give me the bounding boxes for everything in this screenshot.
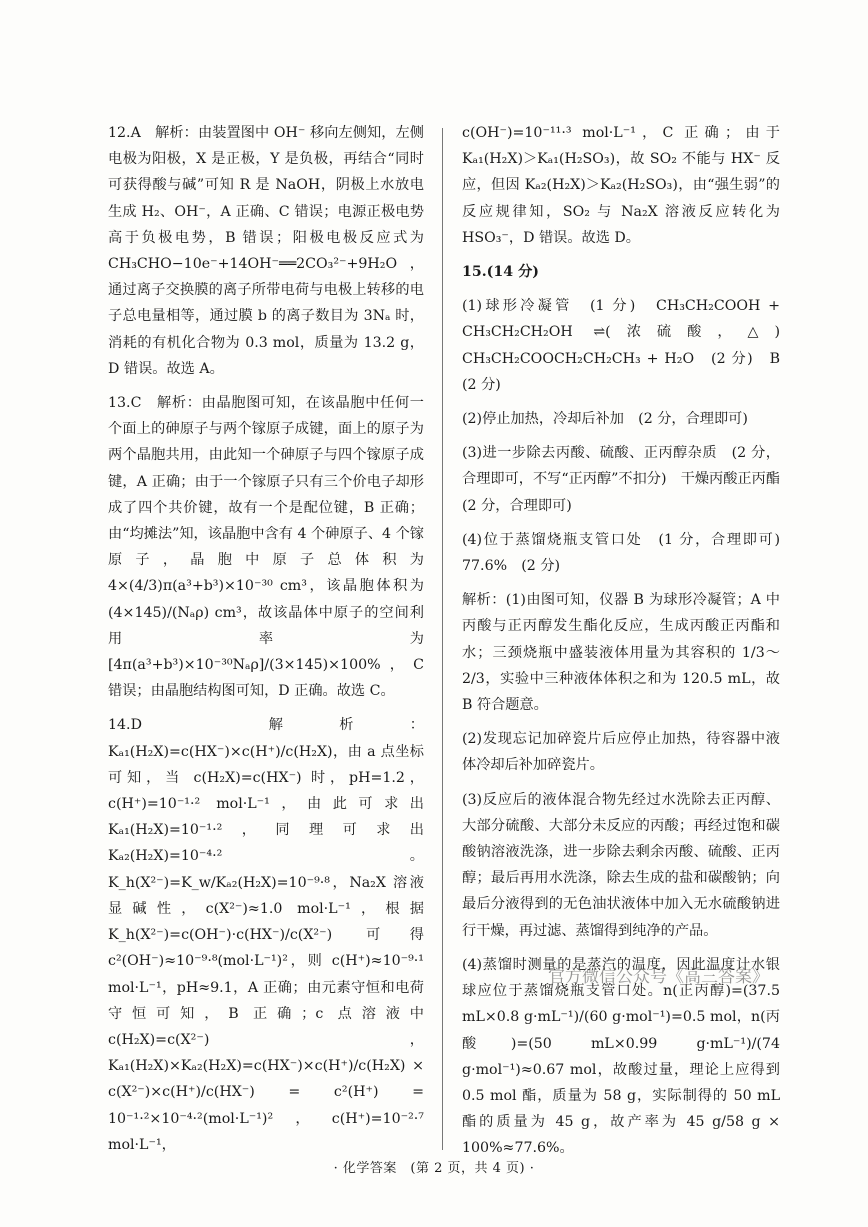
answer-13: 13.C 解析：由晶胞图可知，在该晶胞中任何一个面上的砷原子与两个镓原子成键，面上的原子为两个晶胞共用，由此知一个砷原子与四个镓原子成键，A 正确；由于一个镓原子只有三个价电子却形成了四个共价键，故有一个是配位键，B 正确；由“均摊法”知，该晶胞中含有 4 个砷原子、4 个镓原子，晶胞中原子总体积为 4×(4/3)π(a³+b³)×10⁻³⁰ cm³，该晶胞体积为 (4×145)/(Nₐρ) cm³，故该晶体中原子的空间利用率为 [4π(a³+b³)×10⁻³⁰Nₐρ]/(3×145)×100%，C 错误；由晶胞结构图可知，D 正确。故选 C。: [108, 395, 424, 700]
answer-15-part-1: (1)球形冷凝管 (1 分) CH₃CH₂COOH + CH₃CH₂CH₂OH ⇌(浓硫酸，△) CH₃CH₂COOCH₂CH₂CH₃ + H₂O (2 分) B (2 分): [462, 298, 795, 393]
right-column: [462, 120, 795, 1170]
column-divider: [442, 128, 443, 1150]
answer-15-part-2: (2)停止加热，冷却后补加 (2 分，合理即可): [462, 411, 748, 428]
answer-15-part-3: (3)进一步除去丙酸、硫酸、正丙醇杂质 (2 分，合理即可，不写“正丙醇”不扣分) 干燥丙酸正丙酯 (2 分，合理即可): [462, 445, 795, 514]
answer-15-part-4: (4)位于蒸馏烧瓶支管口处 (1 分，合理即可) 77.6% (2 分): [462, 531, 795, 575]
question-15-heading: 15.(14 分): [462, 264, 539, 281]
answer-14: 14.D 解析：Kₐ₁(H₂X)=c(HX⁻)×c(H⁺)/c(H₂X)，由 a 点坐标可知，当 c(H₂X)=c(HX⁻) 时，pH=1.2，c(H⁺)=10⁻¹·² mol·L⁻¹，由此可求出 Kₐ₁(H₂X)=10⁻¹·²，同理可求出 Kₐ₂(H₂X)=10⁻⁴·²。K_h(X²⁻)=K_w/Kₐ₂(H₂X)=10⁻⁹·⁸，Na₂X 溶液显碱性，c(X²⁻)≈1.0 mol·L⁻¹，根据 K_h(X²⁻)=c(OH⁻)·c(HX⁻)/c(X²⁻) 可得 c²(OH⁻)≈10⁻⁹·⁸(mol·L⁻¹)²，则 c(H⁺)≈10⁻⁹·¹ mol·L⁻¹，pH≈9.1，A 正确；由元素守恒和电荷守恒可知，B 正确；c 点溶液中 c(H₂X)=c(X²⁻)，Kₐ₁(H₂X)×Kₐ₂(H₂X)=c(HX⁻)×c(H⁺)/c(H₂X) × c(X²⁻)×c(H⁺)/c(HX⁻) = c²(H⁺) = 10⁻¹·²×10⁻⁴·²(mol·L⁻¹)²，c(H⁺)=10⁻²·⁷ mol·L⁻¹，: [108, 717, 424, 1153]
analysis-15-part-1: 解析：(1)由图可知，仪器 B 为球形冷凝管；A 中丙酸与正丙醇发生酯化反应，生成丙酸正丙酯和水；三颈烧瓶中盛装液体用量为其容积的 1/3～2/3，实验中三种液体体积之和为 120.5 mL，故 B 符合题意。: [462, 592, 780, 714]
watermark: 官方微信公众号《高三答案》: [548, 967, 769, 987]
analysis-15-part-2: (2)发现忘记加碎瓷片后应停止加热，待容器中液体冷却后补加碎瓷片。: [462, 731, 780, 774]
analysis-15-part-3: (3)反应后的液体混合物先经过水洗除去正丙醇、大部分硫酸、大部分未反应的丙酸；再经过饱和碳酸钠溶液洗涤，进一步除去剩余丙酸、硫酸、正丙醇；最后再用水洗涤，除去生成的盐和碳酸钠；向最后分液得到的无色油状液体中加入无水硫酸钠进行干燥，再过滤、蒸馏得到纯净的产品。: [462, 791, 780, 939]
page-footer: · 化学答案 (第 2 页，共 4 页) ·: [333, 1161, 535, 1176]
analysis-15-part-4: (4)蒸馏时测量的是蒸汽的温度，因此温度计水银球应位于蒸馏烧瓶支管口处。n(正丙醇)=(37.5 mL×0.8 g·mL⁻¹)/(60 g·mol⁻¹)=0.5 mol，n(丙酸)=(50 mL×0.99 g·mL⁻¹)/(74 g·mol⁻¹)≈0.67 mol，故酸过量，理论上应得到 0.5 mol 酯，质量为 58 g，实际制得的 50 mL 酯的质量为 45 g，故产率为 45 g/58 g × 100%≈77.6%。: [462, 956, 780, 1157]
answer-14-continued: c(OH⁻)=10⁻¹¹·³ mol·L⁻¹，C 正确；由于 Kₐ₁(H₂X)＞Kₐ₁(H₂SO₃)，故 SO₂ 不能与 HX⁻ 反应，但因 Kₐ₂(H₂X)＞Kₐ₂(H₂SO₃)，由“强生弱”的反应规律知，SO₂ 与 Na₂X 溶液反应转化为 HSO₃⁻，D 错误。故选 D。: [462, 125, 780, 246]
left-column: [108, 120, 424, 1166]
answer-12: 12.A 解析：由装置图中 OH⁻ 移向左侧知，左侧电极为阳极，X 是正极，Y 是负极，再结合“同时可获得酸与碱”可知 R 是 NaOH，阴极上水放电生成 H₂、OH⁻，A 正确、C 错误；电源正极电势高于负极电势，B 错误；阳极电极反应式为 CH₃CHO−10e⁻+14OH⁻══2CO₃²⁻+9H₂O，通过离子交换膜的离子所带电荷与电极上转移的电子总电量相等，通过膜 b 的离子数目为 3Nₐ 时，消耗的有机化合物为 0.3 mol，质量为 13.2 g，D 错误。故选 A。: [108, 125, 424, 377]
